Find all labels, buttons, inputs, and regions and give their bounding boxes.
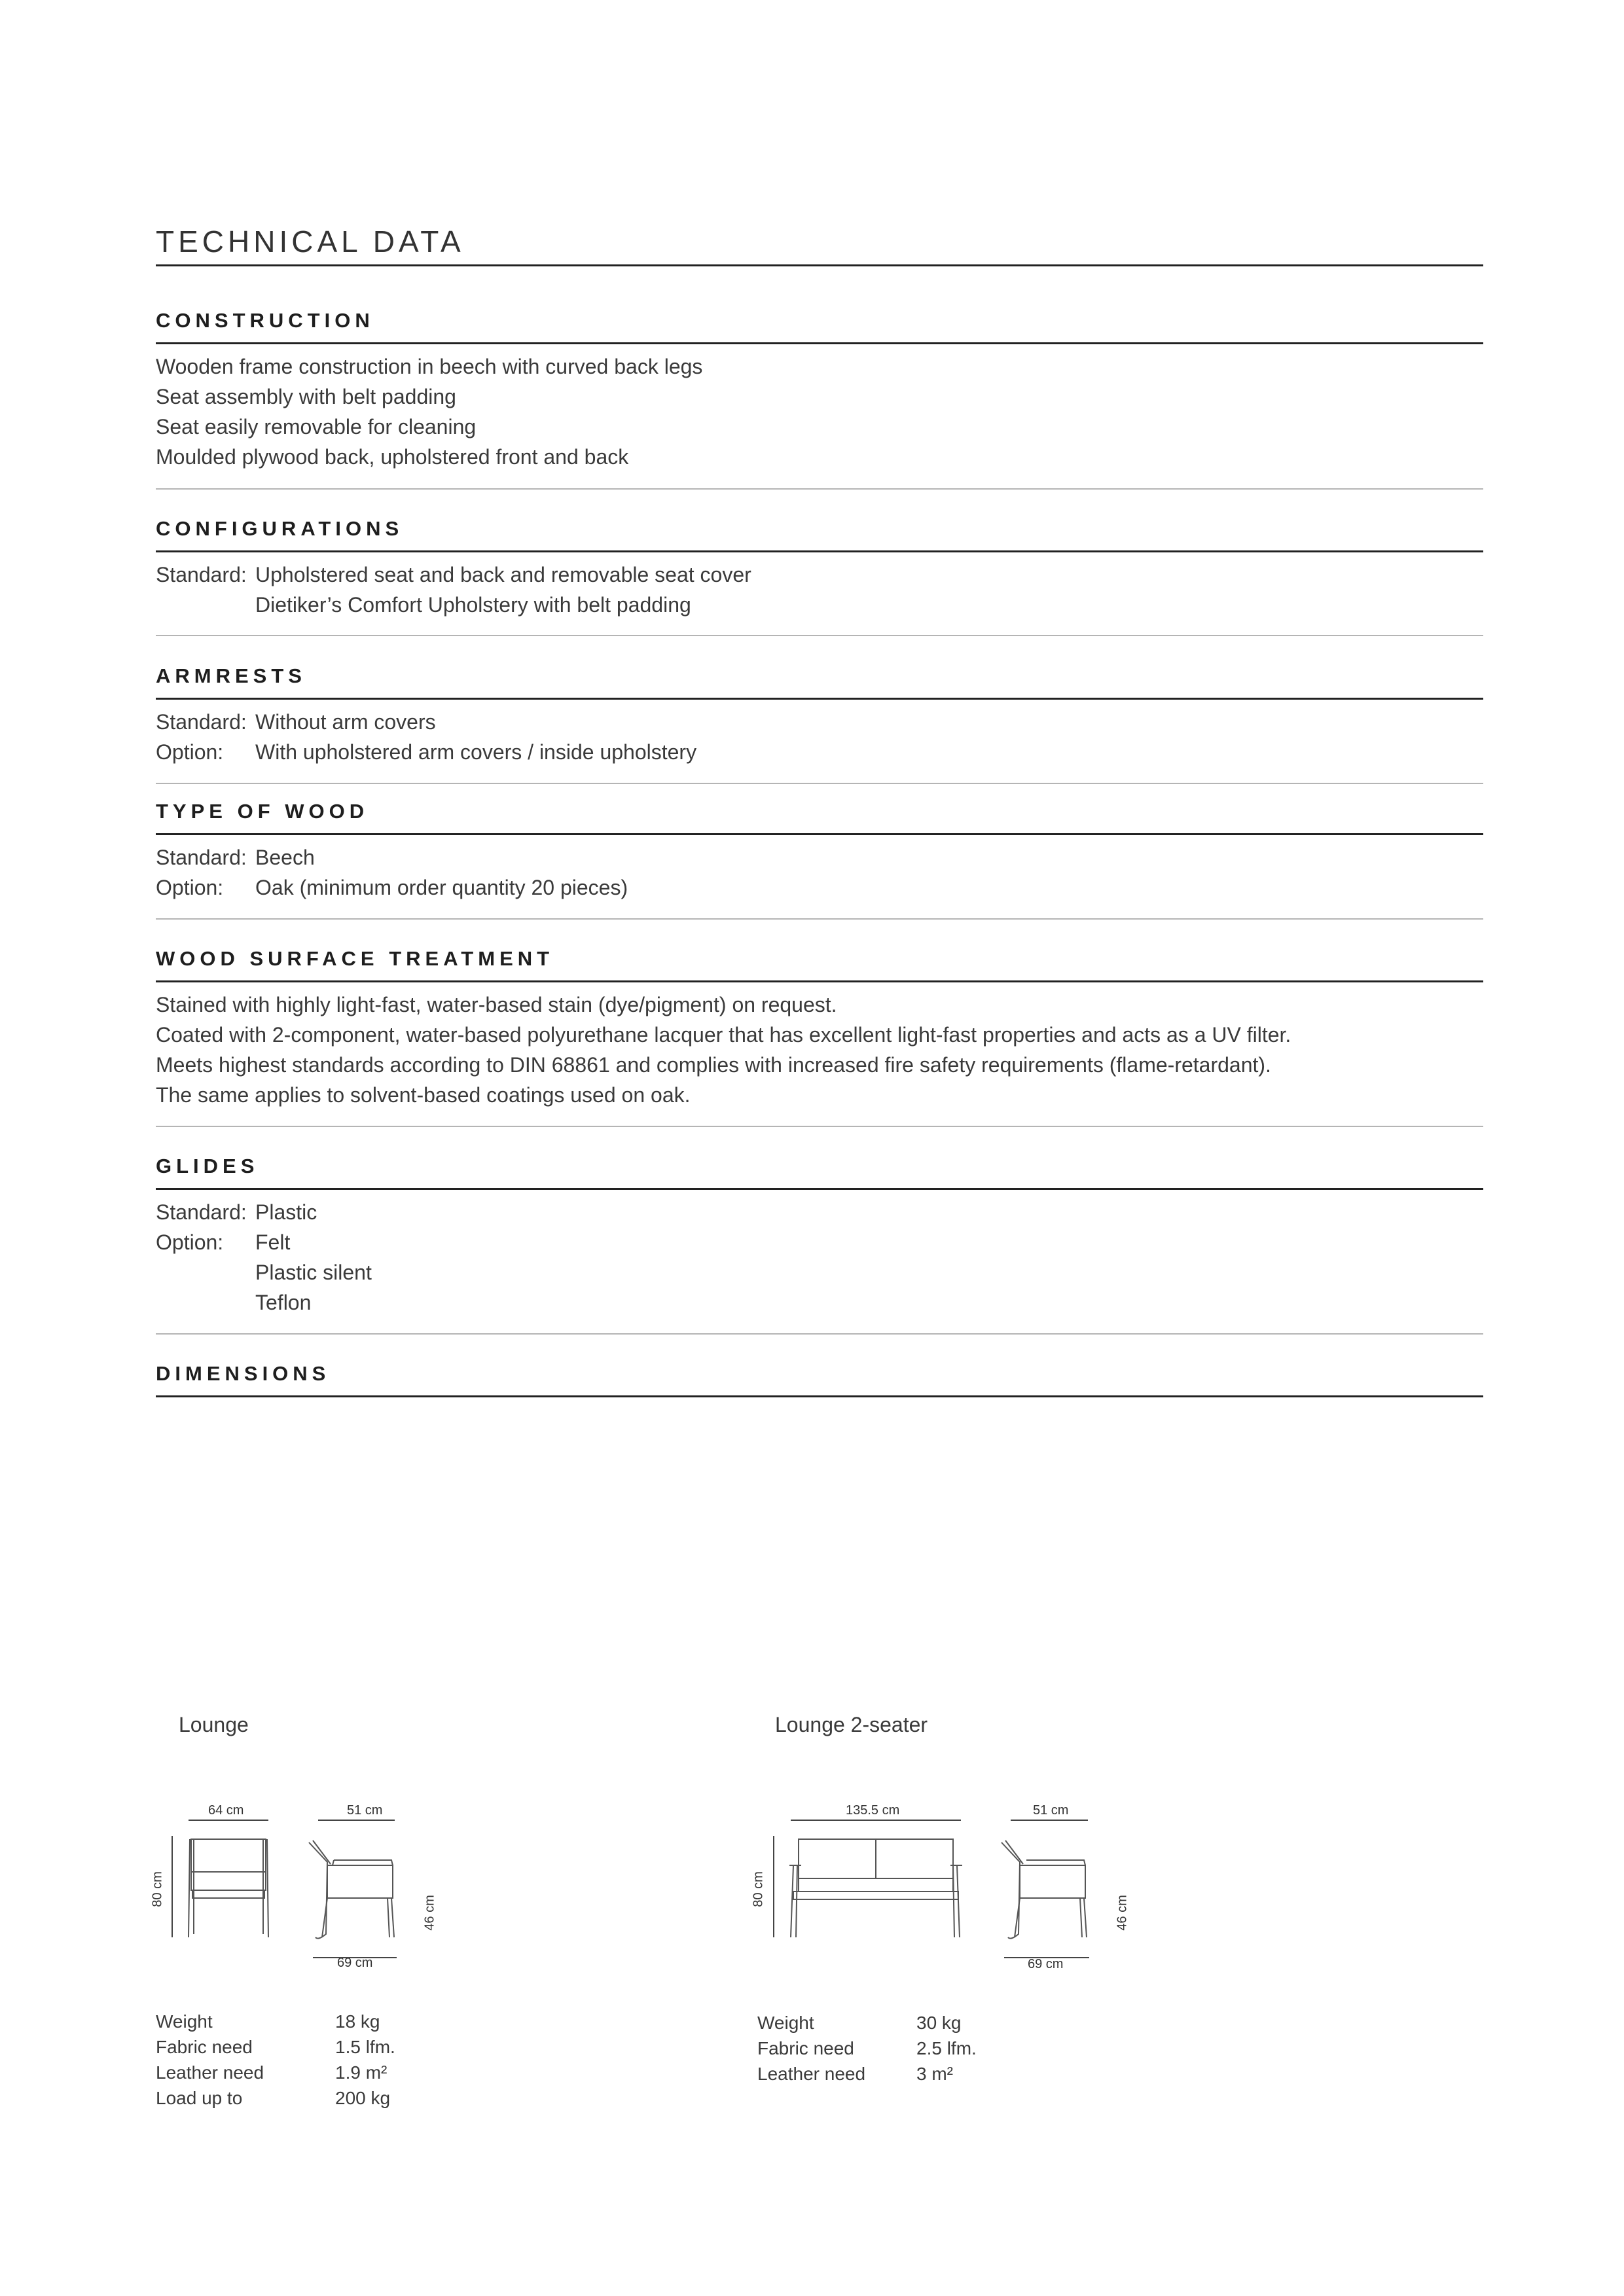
construction-line: Wooden frame construction in beech with curved back legs bbox=[156, 355, 703, 378]
surface-line: Meets highest standards according to DIN 68861 and complies with increased fire safety requirements (flame-retardant). bbox=[156, 1053, 1271, 1077]
dimensions-heading: DIMENSIONS bbox=[156, 1362, 331, 1385]
surface-line: Coated with 2-component, water-based polyurethane lacquer that has excellent light-fast properties and acts as a UV filter. bbox=[156, 1023, 1291, 1047]
page-title: TECHNICAL DATA bbox=[156, 224, 465, 259]
armrests-label: Standard: bbox=[156, 710, 247, 734]
lounge-height-label: 80 cm bbox=[150, 1871, 165, 1907]
lounge2-front-view bbox=[774, 1820, 962, 1937]
lounge-spec-value: 200 kg bbox=[335, 2088, 391, 2108]
glides-heading: GLIDES bbox=[156, 1155, 259, 1177]
surface-heading: WOOD SURFACE TREATMENT bbox=[156, 947, 554, 970]
config-value: Dietiker’s Comfort Upholstery with belt padding bbox=[255, 593, 691, 617]
lounge-width-label: 64 cm bbox=[208, 1803, 244, 1818]
lounge-spec-value: 1.9 m² bbox=[335, 2062, 388, 2083]
glides-value: Plastic silent bbox=[255, 1261, 372, 1284]
lounge-spec-value: 18 kg bbox=[335, 2011, 380, 2032]
lounge-depth-label: 69 cm bbox=[337, 1956, 373, 1970]
lounge2-depth-top-label: 51 cm bbox=[1033, 1803, 1069, 1818]
wood-label: Option: bbox=[156, 876, 224, 899]
surface-line: The same applies to solvent-based coatings used on oak. bbox=[156, 1083, 691, 1107]
wood-value: Oak (minimum order quantity 20 pieces) bbox=[255, 876, 628, 899]
wood-label: Standard: bbox=[156, 846, 247, 869]
lounge-seat-height-label: 46 cm bbox=[422, 1895, 437, 1931]
lounge2-seat-height-label: 46 cm bbox=[1115, 1895, 1130, 1931]
wood-heading: TYPE OF WOOD bbox=[156, 800, 369, 823]
lounge-side-view bbox=[309, 1820, 397, 1958]
glides-label: Option: bbox=[156, 1230, 224, 1254]
config-label: Standard: bbox=[156, 563, 247, 586]
lounge2-spec-value: 30 kg bbox=[916, 2013, 962, 2033]
lounge2-side-view bbox=[1001, 1820, 1089, 1958]
glides-label: Standard: bbox=[156, 1200, 247, 1224]
lounge2-spec-label: Weight bbox=[757, 2013, 814, 2033]
construction-line: Seat easily removable for cleaning bbox=[156, 415, 477, 439]
lounge-depth-top-label: 51 cm bbox=[347, 1803, 383, 1818]
glides-value: Felt bbox=[255, 1230, 291, 1254]
lounge-spec-label: Fabric need bbox=[156, 2037, 253, 2057]
construction-line: Moulded plywood back, upholstered front and back bbox=[156, 445, 629, 469]
lounge-name: Lounge bbox=[179, 1713, 249, 1736]
surface-line: Stained with highly light-fast, water-based stain (dye/pigment) on request. bbox=[156, 993, 837, 1016]
construction-heading: CONSTRUCTION bbox=[156, 309, 374, 332]
lounge2-spec-label: Leather need bbox=[757, 2064, 866, 2084]
lounge-spec-value: 1.5 lfm. bbox=[335, 2037, 395, 2057]
construction-line: Seat assembly with belt padding bbox=[156, 385, 456, 408]
lounge2-depth-label: 69 cm bbox=[1028, 1957, 1064, 1971]
armrests-value: Without arm covers bbox=[255, 710, 436, 734]
lounge-spec-label: Weight bbox=[156, 2011, 213, 2032]
glides-value: Teflon bbox=[255, 1291, 312, 1314]
armrests-value: With upholstered arm covers / inside upholstery bbox=[255, 740, 697, 764]
lounge2-spec-value: 3 m² bbox=[916, 2064, 953, 2084]
lounge2-spec-label: Fabric need bbox=[757, 2038, 854, 2058]
armrests-heading: ARMRESTS bbox=[156, 664, 306, 687]
armrests-label: Option: bbox=[156, 740, 224, 764]
lounge2-height-label: 80 cm bbox=[751, 1871, 766, 1907]
lounge-spec-label: Load up to bbox=[156, 2088, 243, 2108]
glides-value: Plastic bbox=[255, 1200, 317, 1224]
lounge2-spec-value: 2.5 lfm. bbox=[916, 2038, 977, 2058]
lounge-spec-label: Leather need bbox=[156, 2062, 264, 2083]
wood-value: Beech bbox=[255, 846, 315, 869]
configurations-heading: CONFIGURATIONS bbox=[156, 517, 404, 540]
lounge2-name: Lounge 2-seater bbox=[775, 1713, 928, 1736]
config-value: Upholstered seat and back and removable seat cover bbox=[255, 563, 751, 586]
lounge-front-view bbox=[172, 1820, 268, 1937]
lounge2-width-label: 135.5 cm bbox=[846, 1803, 900, 1818]
